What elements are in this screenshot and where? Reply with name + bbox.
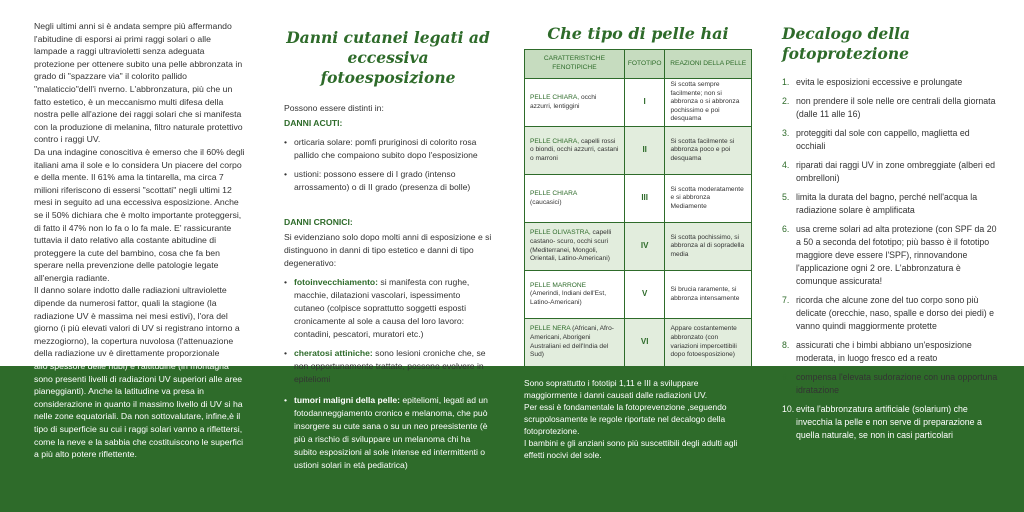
note-paragraph: Per essi è fondamentale la fotoprevenzione ,seguendo scrupolosamente le regole riportate nel decalogo della fotoprotezione. (524, 402, 727, 436)
acute-list (284, 136, 492, 194)
phenotype-cell (525, 271, 625, 319)
item-number: 4. (782, 160, 790, 170)
phototype-cell: VI (624, 319, 665, 367)
chronic-list (284, 276, 492, 472)
item-number: 3. (782, 128, 790, 138)
skin-type-notes (524, 377, 752, 461)
skin-label: PELLE NERA (530, 325, 571, 333)
item-number: 8. (782, 340, 790, 350)
reaction-cell: Si scotta moderatamente e si abbronza Mediamente (665, 175, 752, 223)
intro-paragraph-3: Il danno solare indotto dalle radiazioni ultraviolette dipende da numerosi fattor, quali la stagione (la radiazione UV è massima nei mesi estivi), l'ora del giorno (i più elevati valori di UV si registrano intorno a mezzogiorno), la copertura nuvolosa (l'attenuazione della radiazione uv è direttamente proporzionale (34, 285, 240, 359)
decalogue-item (782, 294, 1000, 333)
note-paragraph: Sono soprattutto i fototipi 1,11 e III a sviluppare maggiormente i danni causati dalle radiazioni UV. (524, 378, 708, 400)
phenotype-cell (525, 175, 625, 223)
chronic-heading: DANNI CRONICI: (284, 217, 353, 227)
decalogue-item (782, 76, 1000, 89)
damage-title: Danni cutanei legati ad eccessiva fotoesposizione (286, 28, 490, 87)
chronic-item-label: tumori maligni della pelle: (294, 395, 401, 405)
item-text: non prendere il sole nelle ore centrali della giornata (dalle 11 alle 16) (796, 96, 996, 119)
phototype-cell: III (624, 175, 665, 223)
table-row (525, 223, 752, 271)
reaction-cell: Si scotta pochissimo, si abbronza al di sopradella media (665, 223, 752, 271)
table-row (525, 271, 752, 319)
intro-column (34, 20, 245, 461)
note-paragraph: I bambini e gli anziani sono più suscettibili degli adulti agli effetti nocivi del sole. (524, 438, 738, 460)
decalogue-item (782, 191, 1000, 217)
reaction-cell: Si brucia raramente, si abbronza intensamente (665, 271, 752, 319)
table-header: FOTOTIPO (624, 50, 665, 79)
table-header: REAZIONI DELLA PELLE (665, 50, 752, 79)
chronic-item-text: sono lesioni croniche che, se non opportunamente trattate, possono evolvere in epiteliomi (294, 348, 486, 384)
reaction-cell: Si scotta sempre facilmente; non si abbronza o si abbronza pochissimo e poi desquama (665, 79, 752, 127)
skin-type-column (524, 24, 752, 461)
chronic-item-text: epiteliomi, legati ad un fotodanneggiamento cronico e melanoma, che può insorgere su cute sana o su un neo preesistente (è più a rischio di sviluppare un melanoma chi ha subito esposizioni al sole intense ed intermittenti o ustioni solari in età pediatrica) (294, 395, 488, 470)
reaction-cell: Appare costantemente abbronzato (con variazioni impercettibili dopo fotoesposizione) (665, 319, 752, 367)
phototype-cell: I (624, 79, 665, 127)
item-text: compensa l'elevata sudorazione con una opportuna idratazione (796, 372, 998, 395)
item-text: evita le esposizioni eccessive e prolungate (796, 77, 963, 87)
table-row (525, 319, 752, 367)
chronic-item (284, 276, 492, 341)
table-row (525, 175, 752, 223)
table-row (525, 127, 752, 175)
skin-type-title: Che tipo di pelle hai (547, 24, 729, 43)
table-row (525, 79, 752, 127)
decalogue-item (782, 403, 1000, 442)
chronic-item-label: cheratosi attiniche: (294, 348, 373, 358)
skin-detail: (Amerindi, Indiani dell'Est, Latino-Americani) (530, 290, 607, 306)
reaction-cell: Si scotta facilmente si abbronza poco e poi desquama (665, 127, 752, 175)
intro-paragraph-2: Da una indagine conoscitiva è emerso che il 60% degli italiani ama il sole e lo considera Un piacere del corpo e della mente. Il 61% ama la tintarella, ma circa 7 milioni riferiscono di essersi "scottati" negli ultimi 12 mesi in seguito ad una eccessiva esposizione. Anche se il 50% dichiara che è molto importante proteggersi, di fatto il 47% non lo fa o lo fa male. E' rassicurante tuttavia il dato relativo alla costante abitudine di proteggere la cute del bambino, cosa che fa ben sperare nella prevenzione delle patologie legate all'energia radiante. (34, 146, 245, 283)
phototype-cell: II (624, 127, 665, 175)
item-number: 2. (782, 96, 790, 106)
decalogue-column (782, 24, 1000, 448)
skin-label: PELLE MARRONE (530, 281, 587, 289)
item-text: usa creme solari ad alta protezione (con SPF da 20 a 50 a seconda del fototipo; più basso è il fototipo maggiore deve essere l'SPF), rinnovandone l'applicazione ogni 2 ore. L'abbronzatura è comunque assicurata! (796, 224, 997, 286)
skin-label: PELLE CHIARA (530, 189, 578, 197)
decalogue-item (782, 95, 1000, 121)
decalogue-item (782, 339, 1000, 365)
skin-detail: capelli rossi o biondi, occhi azzurri, castani o marroni (530, 137, 619, 162)
acute-heading: DANNI ACUTI: (284, 118, 343, 128)
intro-paragraph-1: Negli ultimi anni si è andata sempre più affermando l'abitudine di esporsi ai primi raggi solari o alle lampade a raggi ultravioletti senza adeguata protezione per ottenere subito una pelle abbronzata in grado di "spazzare via" il colorito pallido "malaticcio"dell'i nverno. L'abbronzatura, più che un fatto estetico, è un meccanismo multi difesa della nostra pelle all'azione dei raggi solari che si manifesta con la produzione di melanina, filtro naturale protettivo contro i raggi UV. (34, 21, 243, 145)
decalogue-item (782, 371, 1000, 397)
item-number: 10. (782, 404, 795, 414)
phototype-cell: IV (624, 223, 665, 271)
item-text: riparati dai raggi UV in zone ombreggiate (alberi ed ombrelloni) (796, 160, 996, 183)
skin-label: PELLE OLIVASTRA, (530, 229, 591, 237)
chronic-intro: Si evidenziano solo dopo molti anni di esposizione e si distinguono in danni di tipo estetico e danni di tipo degenerativo: (284, 232, 492, 268)
skin-detail: occhi azzurri, lentiggini (530, 93, 597, 110)
item-text: assicurati che i bimbi abbiano un'esposizione moderata, in luogo fresco ed a reato (796, 340, 972, 363)
item-number: 7. (782, 295, 790, 305)
chronic-item-text: si manifesta con rughe, macchie, dilatazioni vascolari, ispessimento cutaneo (colpisce soprattutto soggetti esposti cronicamente al sole a causa del loro lavoro: contadini, pescatori, muratori etc.) (294, 277, 470, 339)
chronic-item (284, 347, 492, 386)
item-text: proteggiti dal sole con cappello, maglietta ed occhiali (796, 128, 970, 151)
phenotype-cell (525, 319, 625, 367)
skin-label: PELLE CHIARA, (530, 137, 580, 145)
skin-detail: (caucasici) (530, 198, 562, 206)
intro-paragraph-4: allo spessore delle nubi) e l'altitudine (in montagna sono presenti livelli di radiazioni UV superiori alle aree pianeggianti). Anche la latitudine va presa in considerazione in quanto il massimo livello di UV si ha nelle zone equatoriali. Da non sottovalutare, infine,è il tipo di superficie su cui i raggi solari vanno a riflettersi, come la neve e la sabbia che costituiscono le superfici a più alto potere riflettente. (34, 361, 244, 460)
damage-column (284, 28, 492, 472)
table-header: CARATTERISTICHE FENOTIPICHE (525, 50, 625, 79)
decalogue-title: Decalogo della fotoprotezione (782, 24, 911, 63)
acute-item: • orticaria solare: pomfi pruriginosi di colorito rosa pallido che compaiono subito dopo l'esposizione (284, 136, 492, 162)
skin-type-table (524, 49, 752, 367)
acute-item: • ustioni: possono essere di I grado (intenso arrossamento) o di II grado (presenza di bolle) (284, 168, 492, 194)
chronic-item (284, 394, 492, 472)
decalogue-item (782, 127, 1000, 153)
decalogue-list (782, 76, 1000, 442)
item-text: ricorda che alcune zone del tuo corpo sono più delicate (orecchie, naso, spalle e dorso dei piedi) e vanno quindi maggiormente protette (796, 295, 995, 331)
skin-label: PELLE CHIARA, (530, 93, 580, 101)
item-number: 6. (782, 224, 790, 234)
decalogue-item (782, 223, 1000, 288)
item-number: 5. (782, 192, 790, 202)
skin-detail: (Africani, Afro-Americani, Aborigeni Australiani ed dell'India del Sud) (530, 325, 614, 359)
item-text: limita la durata del bagno, perché nell'acqua la radiazione solare è amplificata (796, 192, 978, 215)
phenotype-cell (525, 223, 625, 271)
decalogue-item (782, 159, 1000, 185)
damage-intro: Possono essere distinti in: (284, 103, 384, 113)
item-text: evita l'abbronzatura artificiale (solarium) che invecchia la pelle e non serve di preparazione a quella naturale, se non in casi particolari (796, 404, 982, 440)
item-number: 9. (782, 372, 790, 382)
phenotype-cell (525, 127, 625, 175)
phototype-cell: V (624, 271, 665, 319)
skin-detail: capelli castano- scuro, occhi scuri (Mediterranei, Mongoli, Orientali, Latino-Americani) (530, 229, 612, 263)
item-number: 1. (782, 77, 790, 87)
phenotype-cell (525, 79, 625, 127)
chronic-item-label: fotoinvecchiamento: (294, 277, 379, 287)
